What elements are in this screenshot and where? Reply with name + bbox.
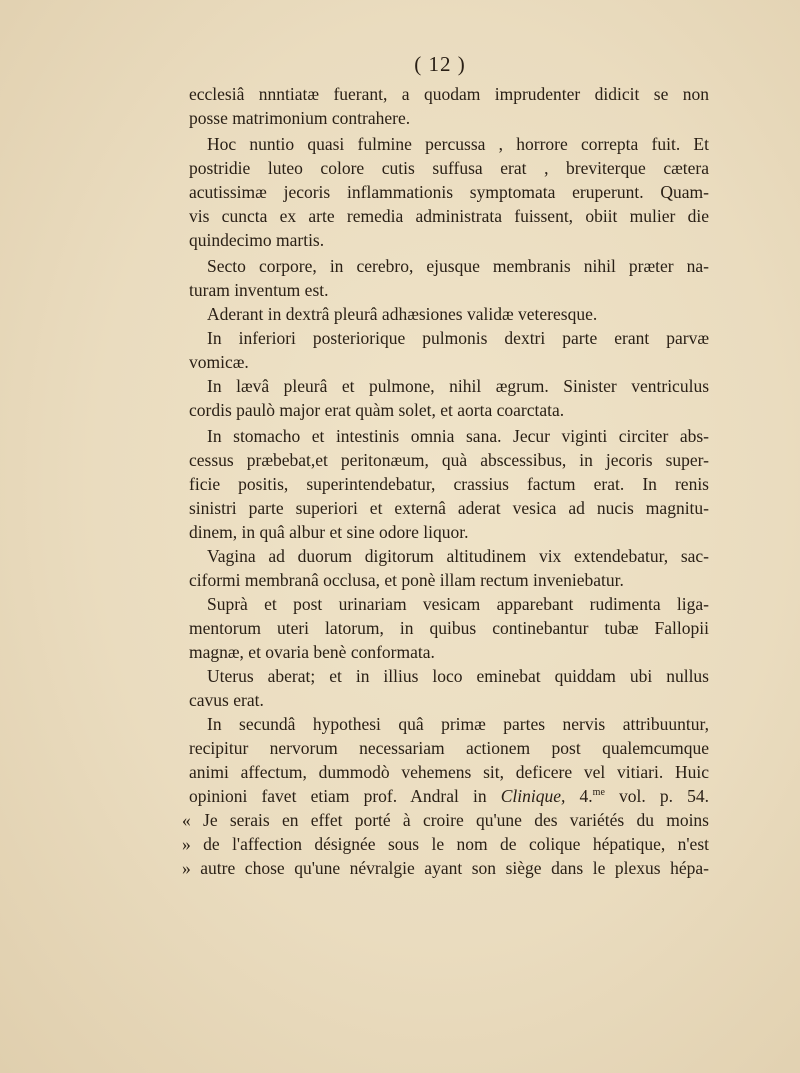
citation-edition-superscript: me: [592, 787, 605, 798]
citation-work-title: Clinique,: [500, 786, 566, 806]
text-line: cessus præbebat,et peritonæum, quà abscessibus, in jecoris super-: [189, 450, 709, 470]
quote-line: « Je serais en effet porté à croire qu'une des variétés du moins: [182, 810, 709, 830]
text-line: animi affectum, dummodò vehemens sit, deficere vel vitiari. Huic: [189, 762, 709, 782]
text-line: cordis paulò major erat quàm solet, et aorta coarctata.: [189, 400, 565, 420]
quote-line: » autre chose qu'une névralgie ayant son siège dans le plexus hépa-: [182, 858, 709, 878]
text-line: vomicæ.: [189, 352, 249, 372]
text-line: In stomacho et intestinis omnia sana. Jecur viginti circiter abs-: [207, 426, 709, 446]
quote-line: » de l'affection désignée sous le nom de colique hépatique, n'est: [182, 834, 709, 854]
text-line: dinem, in quâ albur et sine odore liquor.: [189, 522, 469, 542]
text-line: ciformi membranâ occlusa, et ponè illam rectum inveniebatur.: [189, 570, 624, 590]
text-line: magnæ, et ovaria benè conformata.: [189, 642, 435, 662]
text-line: turam inventum est.: [189, 280, 329, 300]
text-line: In secundâ hypothesi quâ primæ partes nervis attribuuntur,: [207, 714, 709, 734]
text-line: Aderant in dextrâ pleurâ adhæsiones validæ veteresque.: [207, 304, 598, 324]
text-line: quindecimo martis.: [189, 230, 325, 250]
text-line: sinistri parte superiori et externâ aderat vesica ad nucis magnitu-: [189, 498, 709, 518]
text-line: vis cuncta ex arte remedia administrata fuissent, obiit mulier die: [189, 206, 709, 226]
citation-line: [189, 785, 709, 807]
text-line: Suprà et post urinariam vesicam apparebant rudimenta liga-: [207, 594, 709, 614]
text-line: mentorum uteri latorum, in quibus continebantur tubæ Fallopii: [189, 618, 709, 638]
text-line: ecclesiâ nnntiatæ fuerant, a quodam imprudenter didicit se non: [189, 84, 709, 104]
text-line: acutissimæ jecoris inflammationis symptomata eruperunt. Quam-: [189, 182, 709, 202]
text-line: cavus erat.: [189, 690, 264, 710]
citation-edition-number: 4.: [579, 786, 593, 806]
citation-text: opinioni favet etiam prof. Andral in: [189, 786, 487, 806]
text-line: In lævâ pleurâ et pulmone, nihil ægrum. Sinister ventriculus: [207, 376, 709, 396]
text-line: posse matrimonium contrahere.: [189, 108, 411, 128]
text-line: postridie luteo colore cutis suffusa erat , breviterque cætera: [189, 158, 709, 178]
text-line: Secto corpore, in cerebro, ejusque membranis nihil præter na-: [207, 256, 709, 276]
text-line: Hoc nuntio quasi fulmine percussa , horrore correpta fuit. Et: [207, 134, 709, 154]
text-line: Vagina ad duorum digitorum altitudinem vix extendebatur, sac-: [207, 546, 709, 566]
citation-reference: vol. p. 54.: [619, 786, 710, 806]
text-line: recipitur nervorum necessariam actionem post qualemcumque: [189, 738, 709, 758]
text-line: Uterus aberat; et in illius loco eminebat quiddam ubi nullus: [207, 666, 709, 686]
page-number: ( 12 ): [414, 52, 466, 76]
text-line: In inferiori posteriorique pulmonis dextri parte erant parvæ: [207, 328, 709, 348]
text-line: ficie positis, superintendebatur, crassius factum erat. In renis: [189, 474, 709, 494]
citation-edition: [580, 786, 605, 806]
